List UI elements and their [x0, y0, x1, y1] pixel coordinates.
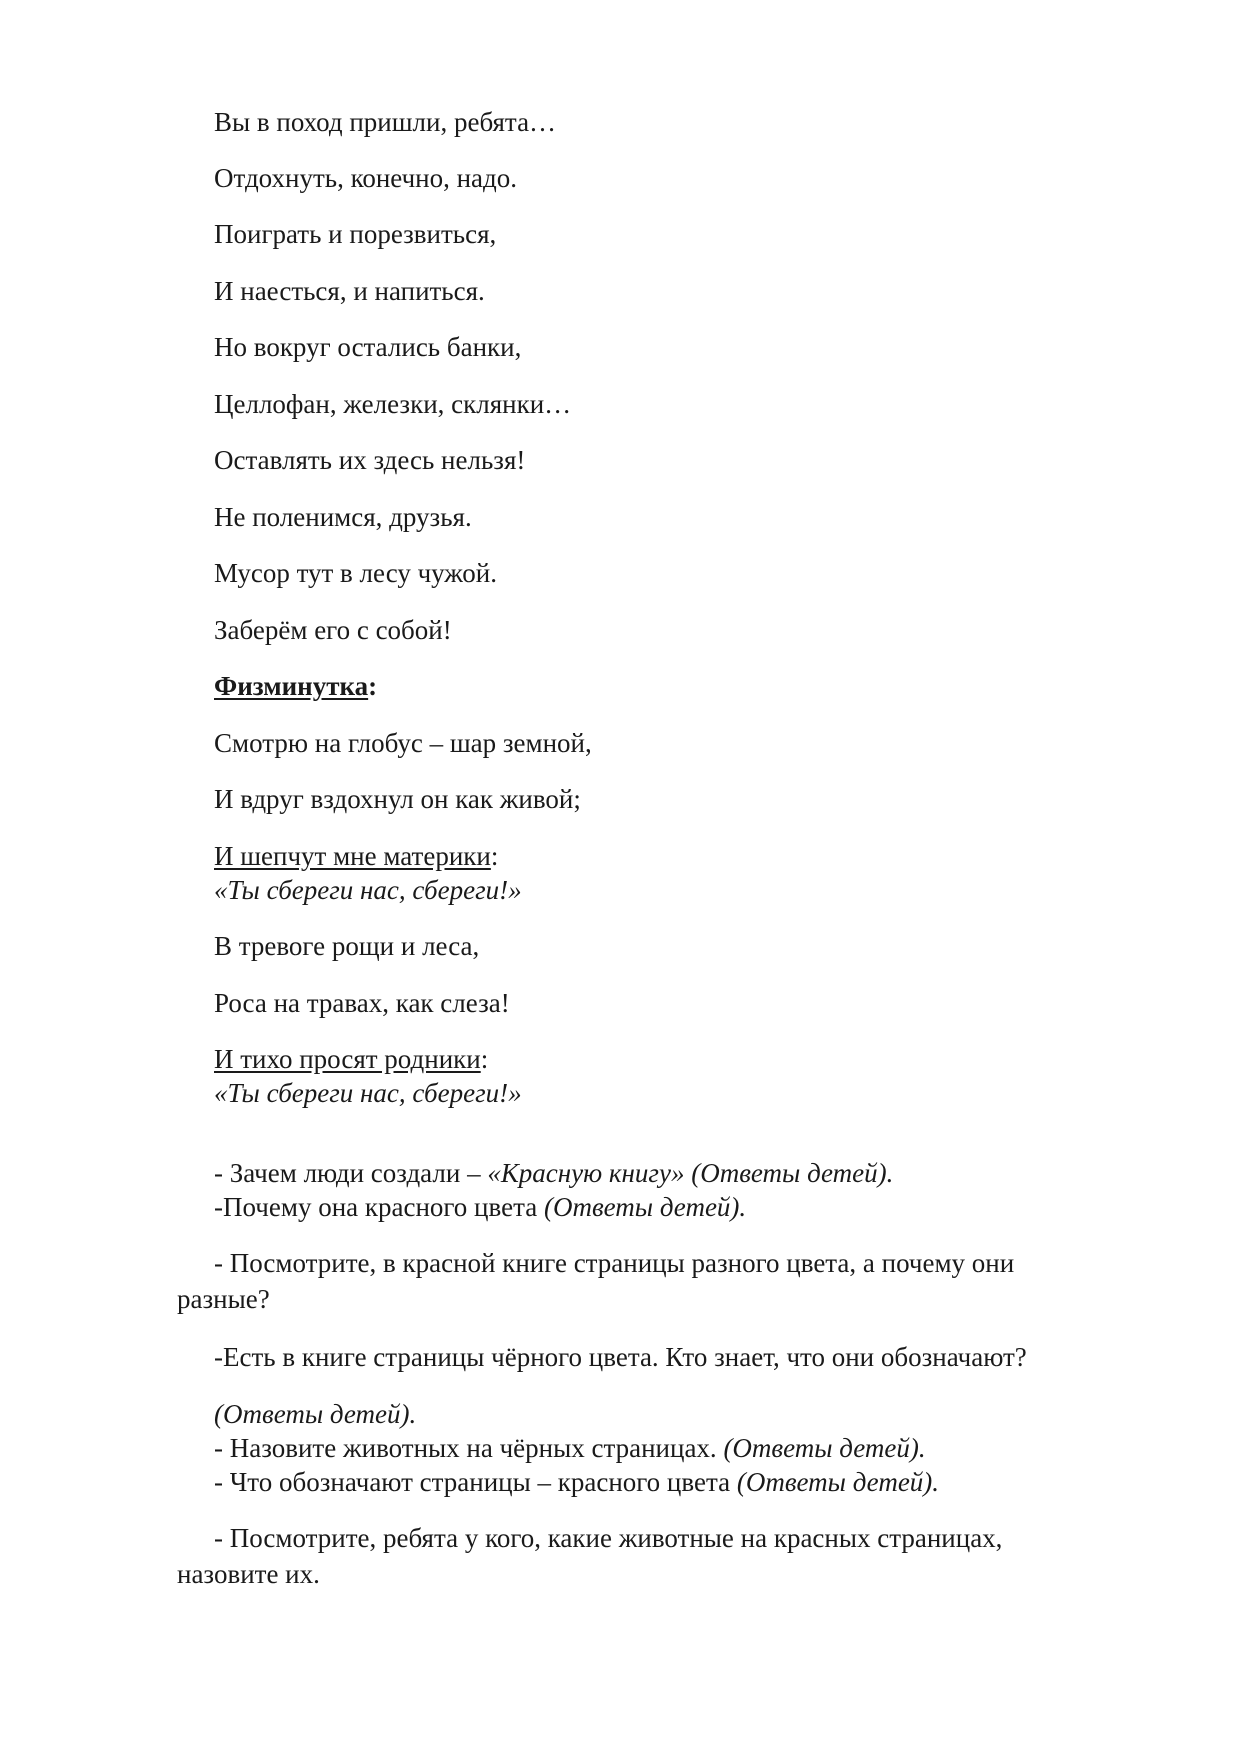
poem-line: Отдохнуть, конечно, надо.: [214, 163, 518, 193]
line-colon: :: [490, 841, 499, 871]
answer-italic: (Ответы детей).: [543, 1192, 747, 1222]
poem-line: Оставлять их здесь нельзя!: [214, 445, 526, 475]
answer-italic: (Ответы детей).: [736, 1467, 940, 1497]
question-text: - Зачем люди создали –: [214, 1158, 488, 1188]
answer-italic: «Красную книгу» (Ответы детей).: [487, 1158, 894, 1188]
poem-line: Поиграть и порезвиться,: [214, 219, 497, 249]
poem-line: Но вокруг остались банки,: [214, 332, 522, 362]
poem-line: Вы в поход пришли, ребята…: [214, 107, 557, 137]
question-line: -Есть в книге страницы чёрного цвета. Кто знает, что они обозначают?: [214, 1342, 1027, 1372]
heading-text: Физминутка: [214, 671, 369, 701]
question-text: -Почему она красного цвета: [214, 1192, 544, 1222]
fiz-line: Смотрю на глобус – шар земной,: [214, 728, 592, 758]
poem-line: Мусор тут в лесу чужой.: [214, 558, 497, 588]
question-line: [214, 1466, 939, 1498]
poem-line: Заберём его с собой!: [214, 615, 452, 645]
underlined-text: И тихо просят родники: [214, 1044, 481, 1074]
line-colon: :: [480, 1044, 489, 1074]
question-text: - Назовите животных на чёрных страницах.: [214, 1433, 724, 1463]
fiz-line: [214, 1043, 488, 1075]
answer-italic: (Ответы детей).: [723, 1433, 926, 1463]
poem-line: И наесться, и напиться.: [214, 276, 485, 306]
question-text: - Что обозначают страницы – красного цвета: [214, 1467, 737, 1497]
fiz-line: Роса на травах, как слеза!: [214, 988, 510, 1018]
question-paragraph: - Посмотрите, в красной книге страницы разного цвета, а почему они разные?: [177, 1248, 1015, 1314]
answer-line: (Ответы детей).: [214, 1399, 417, 1429]
question-line: [214, 1432, 926, 1464]
underlined-text: И шепчут мне материки: [214, 841, 491, 871]
question-line: [214, 1157, 893, 1189]
fiz-line: В тревоге рощи и леса,: [214, 931, 480, 961]
question-line: [214, 1191, 746, 1223]
poem-line: Целлофан, железки, склянки…: [214, 389, 572, 419]
fiz-line-italic: «Ты сбереги нас, сбереги!»: [214, 1078, 522, 1108]
fiz-line: [214, 840, 498, 872]
question-paragraph: - Посмотрите, ребята у кого, какие животные на красных страницах, назовите их.: [177, 1523, 1003, 1589]
poem-line: Не поленимся, друзья.: [214, 502, 472, 532]
fizminutka-heading: [214, 670, 377, 702]
heading-colon: :: [368, 671, 378, 701]
fiz-line: И вдруг вздохнул он как живой;: [214, 784, 581, 814]
fiz-line-italic: «Ты сбереги нас, сбереги!»: [214, 875, 522, 905]
